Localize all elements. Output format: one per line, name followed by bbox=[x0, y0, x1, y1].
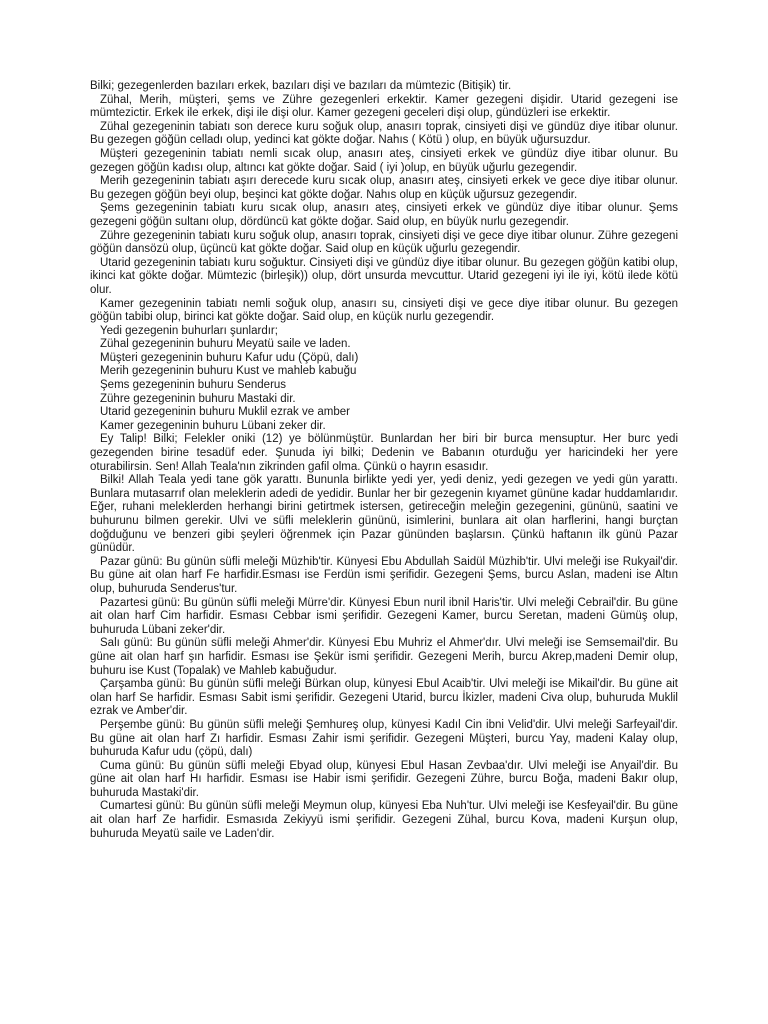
paragraph-kamer: Kamer gezegeninin tabiatı nemli soğuk olup, anasırı su, cinsiyeti dişi ve gece diye itibar olunur. Bu gezegen göğün tabibi olup, birinci kat gökte doğar. Said olup, en küçük nurlu gezegendir. bbox=[90, 297, 678, 324]
paragraph-pazar: Pazar günü: Bu günün süfli meleği Müzhib'tir. Künyesi Ebu Abdullah Saidül Müzhib'tir. Ulvi meleği ise Rukyail'dir. Bu güne ait olan harf Fe harfidir.Esması ise Ferdün ismi şerifidir. Gezegeni Şems, burcu Aslan, madeni ise Altın olup, buhuruda Senderus'tur. bbox=[90, 555, 678, 595]
paragraph-zuhal: Zühal gezegeninin tabiatı son derece kuru soğuk olup, anasırı toprak, cinsiyeti dişi ve gündüz diye itibar olunur. Bu gezegen göğün celladı olup, yedinci kat gökte doğar. Nahıs ( Kötü ) olup, en büyük uğursuzdur. bbox=[90, 120, 678, 147]
paragraph-ey-talip: Ey Talip! Bilki; Felekler oniki (12) ye bölünmüştür. Bunlardan her biri bir burca mensuptur. Her burc yedi gezegenden birine tesadüf eder. Şunuda iyi bilki; Dedenin ve Babanın oturduğu yer haricindeki her yere oturabilirsin. Sen! Allah Teala'nın zikrinden gafil olma. Çünkü o hayrın esasıdır. bbox=[90, 433, 678, 473]
paragraph-carsamba: Çarşamba günü: Bu günün süfli meleği Bürkan olup, künyesi Ebul Acaib'tir. Ulvi meleği ise Mikail'dir. Bu güne ait olan harf Se harfidir. Esması Sabit ismi şerifidir. Gezegeni Utarid, burcu İkizler, madeni Civa olup, buhuruda Muklil ezrak ve Amber'dir. bbox=[90, 678, 678, 718]
paragraph-musteri: Müşteri gezegeninin tabiatı nemli sıcak olup, anasırı ateş, cinsiyeti erkek ve gündüz diye itibar olunur. Bu gezegen göğün kadısı olup, altıncı kat gökte doğar. Said ( iyi )olup, en büyük uğurlu gezegendir. bbox=[90, 147, 678, 174]
paragraph-utarid: Utarid gezegeninin tabiatı kuru soğuktur. Cinsiyeti dişi ve gündüz diye itibar olunur. Bu gezegen göğün katibi olup, ikinci kat gökte doğar. Mümtezic (birleşik)) olup, dört unsurda mevcuttur. Utarid gezegeni iyi ile iyi, kötü ilede kötü olur. bbox=[90, 256, 678, 296]
buhur-list-item: Müşteri gezegeninin buhuru Kafur udu (Çöpü, dalı) bbox=[100, 351, 359, 364]
paragraph-zuhre: Zühre gezegeninin tabiatı kuru soğuk olup, anasırı toprak, cinsiyeti dişi ve gece diye itibar olunur. Zühre gezegeni göğün dansözü olup, üçüncü kat gökte doğar. Said olup en küçük uğurlu gezegendir. bbox=[90, 229, 678, 256]
paragraph-sems: Şems gezegeninin tabiatı kuru sıcak olup, anasırı ateş, cinsiyeti erkek ve gündüz diye itibar olunur. Şems gezegeni göğün sultanı olup, dördüncü kat gökte doğar. Said olup, en büyük nurlu gezegendir. bbox=[90, 202, 678, 228]
document-body bbox=[90, 80, 678, 841]
paragraph-cumartesi: Cumartesi günü: Bu günün süfli meleği Meymun olup, künyesi Eba Nuh'tur. Ulvi meleği ise Kesfeyail'dir. Bu güne ait olan harf Ze harfidir. Esmasıda Zekiyyü ismi şerifidir. Gezegeni Zühal, burcu Kova, madeni Kurşun olup, buhuruda Meyatü saile ve Laden'dir. bbox=[90, 800, 678, 840]
buhur-list-item: Kamer gezegeninin buhuru Lübani zeker dir. bbox=[100, 419, 326, 432]
buhur-list bbox=[90, 325, 678, 434]
buhur-list-item: Şems gezegeninin buhuru Senderus bbox=[100, 379, 287, 392]
paragraph-pazartesi: Pazartesi günü: Bu günün süfli meleği Mürre'dir. Künyesi Ebun nuril ibnil Haris'tir. Ulvi meleği Cebrail'dir. Bu güne ait olan harf Cim harfidir. Esması Cebbar ismi şerifidir. Gezegeni Kamer, burcu Seretan, madeni Gümüş olup, buhuruda Lübani zeker'dir. bbox=[90, 596, 678, 636]
buhur-list-heading: Yedi gezegenin buhurları şunlardır; bbox=[100, 324, 278, 337]
paragraph-persembe: Perşembe günü: Bu günün süfli meleği Şemhureş olup, künyesi Kadıl Cin ibni Velid'dir. Ulvi meleği Sarfeyail'dir. Bu güne ait olan harf Zı harfidir. Esması Zahir ismi şerifidir. Gezegeni Müşteri, burcu Yay, madeni Kalay olup, buhuruda Kafur udu (çöpü, dalı) bbox=[90, 718, 678, 759]
paragraph-merih: Merih gezegeninin tabiatı aşırı derecede kuru sıcak olup, anasırı ateş, cinsiyeti erkek ve gece diye itibar olunur. Bu gezegen göğün beyi olup, beşinci kat gökte doğar. Nahıs olup en küçük uğursuz gezegendir. bbox=[90, 175, 678, 201]
paragraph-gender-intro: Bilki; gezegenlerden bazıları erkek, bazıları dişi ve bazıları da mümtezic (Bitişik) tir. bbox=[90, 80, 512, 92]
paragraph-sali: Salı günü: Bu günün süfli meleği Ahmer'dir. Künyesi Ebu Muhriz el Ahmer'dır. Ulvi meleği ise Semsemail'dir. Bu güne ait olan harf şın harfidir. Esması ise Şekür ismi şerifidir. Gezegeni Merih, burcu Akrep,madeni Demir olup, buhuru ise Kust (Topalak) ve Mahleb kabuğudur. bbox=[90, 637, 678, 677]
paragraph-seven-heavens: Bilki! Allah Teala yedi tane gök yarattı. Bununla birlikte yedi yer, yedi deniz, yedi gezegen ve yedi gün yarattı. Bunlara mutasarrıf olan meleklerin adedi de yedidir. Bunlar her bir gezegenin kıyamet gününe kadar huddamlarıdır. Eğer, ruhani meleklerden herhangi birini getirtmek istersen, getireceğin meleğin gezegenini, gününü, saatini ve buhurunu bilmen gerekir. Ulvi ve süfli meleklerin gününü, isimlerini, bunlara ait olan harflerini, hangi burçtan doğduğunu ve benzeri gibi şeyleri öğrenmek için Pazar gününden başlarsın. Çünkü haftanın ilk günü Pazar günüdür. bbox=[90, 474, 678, 555]
buhur-list-item: Zühal gezegeninin buhuru Meyatü saile ve laden. bbox=[100, 338, 351, 351]
buhur-list-item: Utarid gezegeninin buhuru Muklil ezrak ve amber bbox=[100, 406, 350, 419]
buhur-list-item: Zühre gezegeninin buhuru Mastaki dir. bbox=[100, 392, 296, 405]
buhur-list-item: Merih gezegeninin buhuru Kust ve mahleb kabuğu bbox=[100, 365, 357, 378]
paragraph-planet-genders: Zühal, Merih, müşteri, şems ve Zühre gezegenleri erkektir. Kamer gezegeni dişidir. Utarid gezegeni ise mümtezictir. Erkek ile erkek, dişi ile dişi olur. Kamer gezegeni geceleri dişi olup, gündüzleri ise erkektir. bbox=[90, 93, 678, 120]
paragraph-cuma: Cuma günü: Bu günün süfli meleği Ebyad olup, künyesi Ebul Hasan Zevbaa'dır. Ulvi meleği ise Anyail'dir. Bu güne ait olan harf Hı harfidir. Esması ise Habir ismi şerifidir. Gezegeni Zühre, burcu Boğa, madeni Bakır olup, buhuruda Mastaki'dir. bbox=[90, 759, 678, 799]
